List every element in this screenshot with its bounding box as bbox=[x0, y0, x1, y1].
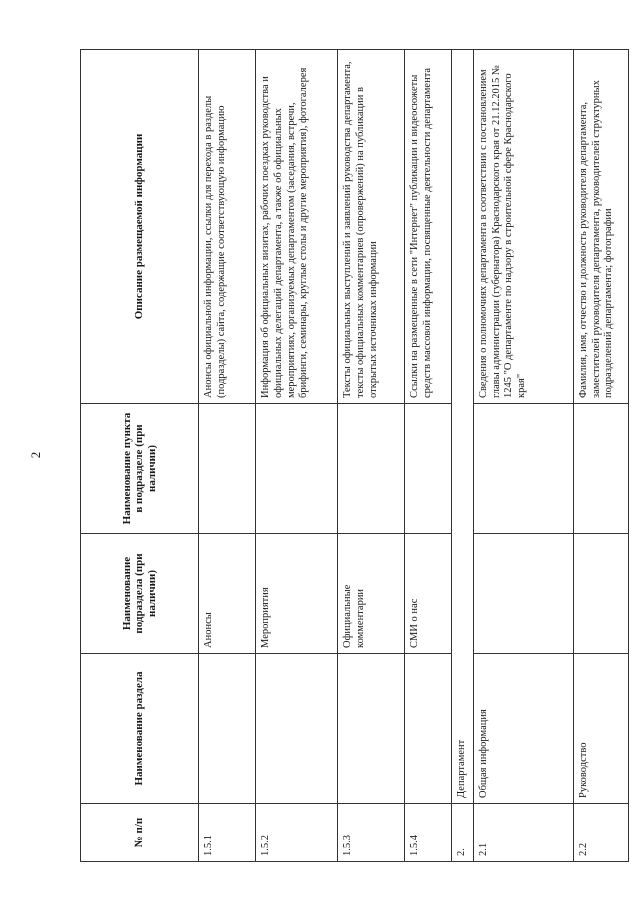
cell-num: 1.5.2 bbox=[256, 804, 338, 862]
rotated-table-wrapper bbox=[80, 50, 626, 862]
cell-section bbox=[405, 654, 452, 804]
cell-section bbox=[199, 654, 256, 804]
cell-subsection bbox=[473, 534, 573, 654]
header-num: № п/п bbox=[81, 804, 199, 862]
rotated-table-stage bbox=[80, 50, 626, 862]
cell-description: Сведения о полномочиях департамента в соответствии с постановлением главы администрации (губернатора) Краснодарского края от 21.12.2015 № 1245 "О департаменте по надзору в строительной сфере Краснодарского края" bbox=[473, 50, 573, 404]
cell-subsection: Официальные комментарии bbox=[338, 534, 405, 654]
cell-item bbox=[256, 404, 338, 534]
table-row bbox=[473, 50, 573, 862]
header-item: Наименование пункта в подразделе (при наличии) bbox=[81, 404, 199, 534]
cell-subsection: Мероприятия bbox=[256, 534, 338, 654]
cell-section bbox=[338, 654, 405, 804]
cell-item bbox=[473, 404, 573, 534]
cell-description: Информация об официальных визитах, рабочих поездках руководства и официальных делегаций департамента, а также об официальных мероприятиях, организуемых департаментом (заседания, встречи, брифинги, семинары, круглые столы и другие мероприятия), фотогалерея bbox=[256, 50, 338, 404]
table-row bbox=[199, 50, 256, 862]
cell-num: 2.2 bbox=[573, 804, 628, 862]
header-description: Описание размещаемой информации bbox=[81, 50, 199, 404]
cell-subsection: СМИ о нас bbox=[405, 534, 452, 654]
cell-item bbox=[338, 404, 405, 534]
cell-description: Ссылки на размещенные в сети "Интернет" публикации и видеосюжеты средств массовой информации, посвященные деятельности департамента bbox=[405, 50, 452, 404]
cell-item bbox=[199, 404, 256, 534]
cell-num: 1.5.3 bbox=[338, 804, 405, 862]
table-row bbox=[256, 50, 338, 862]
cell-section: Общая информация bbox=[473, 654, 573, 804]
table-row bbox=[452, 50, 474, 862]
table-header-row bbox=[81, 50, 199, 862]
cell-num: 1.5.1 bbox=[199, 804, 256, 862]
cell-description: Тексты официальных выступлений и заявлений руководства департамента, тексты официальных комментариев (опровержений) на публикации в открытых источниках информации bbox=[338, 50, 405, 404]
cell-num: 1.5.4 bbox=[405, 804, 452, 862]
cell-subsection: Анонсы bbox=[199, 534, 256, 654]
cell-section bbox=[256, 654, 338, 804]
cell-item bbox=[405, 404, 452, 534]
page-number: 2 bbox=[28, 451, 43, 459]
cell-description: Анонсы официальной информации, ссылки для перехода в разделы (подразделы) сайта, содержащие соответствующую информацию bbox=[199, 50, 256, 404]
cell-description: Фамилия, имя, отчество и должность руководителя департамента, заместителей руководителя департамента, руководителей структурных подразделений департамента; фотографии bbox=[573, 50, 628, 404]
cell-subsection bbox=[573, 534, 628, 654]
cell-num: 2. bbox=[452, 804, 474, 862]
table-row bbox=[573, 50, 628, 862]
table-row bbox=[405, 50, 452, 862]
information-table bbox=[80, 49, 629, 862]
header-subsection: Наименование подраздела (при наличии) bbox=[81, 534, 199, 654]
table-row bbox=[338, 50, 405, 862]
cell-num: 2.1 bbox=[473, 804, 573, 862]
header-section: Наименование раздела bbox=[81, 654, 199, 804]
cell-section-heading: Департамент bbox=[452, 50, 474, 804]
cell-section: Руководство bbox=[573, 654, 628, 804]
cell-item bbox=[573, 404, 628, 534]
